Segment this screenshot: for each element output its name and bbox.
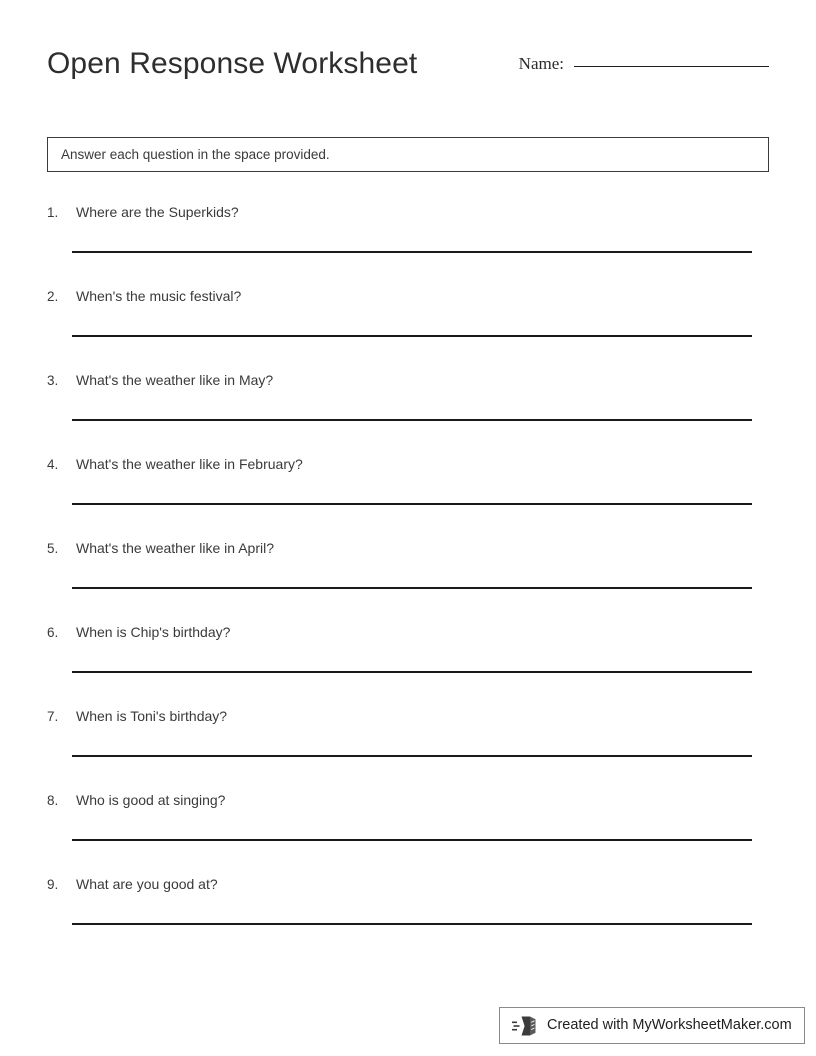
question-text: What's the weather like in April? xyxy=(76,540,274,556)
question-item xyxy=(47,875,769,959)
question-text: When's the music festival? xyxy=(76,288,242,304)
question-number: 3. xyxy=(47,373,59,388)
answer-line[interactable] xyxy=(72,587,752,589)
question-number: 4. xyxy=(47,457,59,472)
question-number: 9. xyxy=(47,877,59,892)
answer-line[interactable] xyxy=(72,923,752,925)
name-label: Name: xyxy=(518,54,564,73)
question-item xyxy=(47,791,769,875)
question-item xyxy=(47,623,769,707)
created-with-badge[interactable] xyxy=(499,1007,805,1044)
question-text: What's the weather like in February? xyxy=(76,456,303,472)
question-list xyxy=(47,203,769,959)
question-item xyxy=(47,203,769,287)
question-item xyxy=(47,287,769,371)
question-text: When is Chip's birthday? xyxy=(76,624,231,640)
name-input-rule[interactable] xyxy=(574,66,769,67)
worksheet-maker-logo-icon xyxy=(512,1015,538,1037)
answer-line[interactable] xyxy=(72,335,752,337)
answer-line[interactable] xyxy=(72,251,752,253)
answer-line[interactable] xyxy=(72,839,752,841)
page-header xyxy=(47,44,769,94)
question-item xyxy=(47,707,769,791)
instruction-box xyxy=(47,137,769,172)
question-number: 5. xyxy=(47,541,59,556)
question-number: 7. xyxy=(47,709,59,724)
answer-line[interactable] xyxy=(72,671,752,673)
question-item xyxy=(47,455,769,539)
instruction-text: Answer each question in the space provided. xyxy=(61,146,330,162)
name-field-group xyxy=(519,54,769,74)
question-text: Who is good at singing? xyxy=(76,792,226,808)
answer-line[interactable] xyxy=(72,503,752,505)
answer-line[interactable] xyxy=(72,419,752,421)
question-item xyxy=(47,371,769,455)
question-text: What are you good at? xyxy=(76,876,218,892)
question-text: Where are the Superkids? xyxy=(76,204,239,220)
question-text: What's the weather like in May? xyxy=(76,372,274,388)
question-number: 8. xyxy=(47,793,59,808)
question-number: 2. xyxy=(47,289,59,304)
question-text: When is Toni's birthday? xyxy=(76,708,228,724)
page-title: Open Response Worksheet xyxy=(47,47,418,80)
answer-line[interactable] xyxy=(72,755,752,757)
question-item xyxy=(47,539,769,623)
question-number: 6. xyxy=(47,625,59,640)
created-with-label: Created with MyWorksheetMaker.com xyxy=(547,1017,792,1034)
question-number: 1. xyxy=(47,205,59,220)
